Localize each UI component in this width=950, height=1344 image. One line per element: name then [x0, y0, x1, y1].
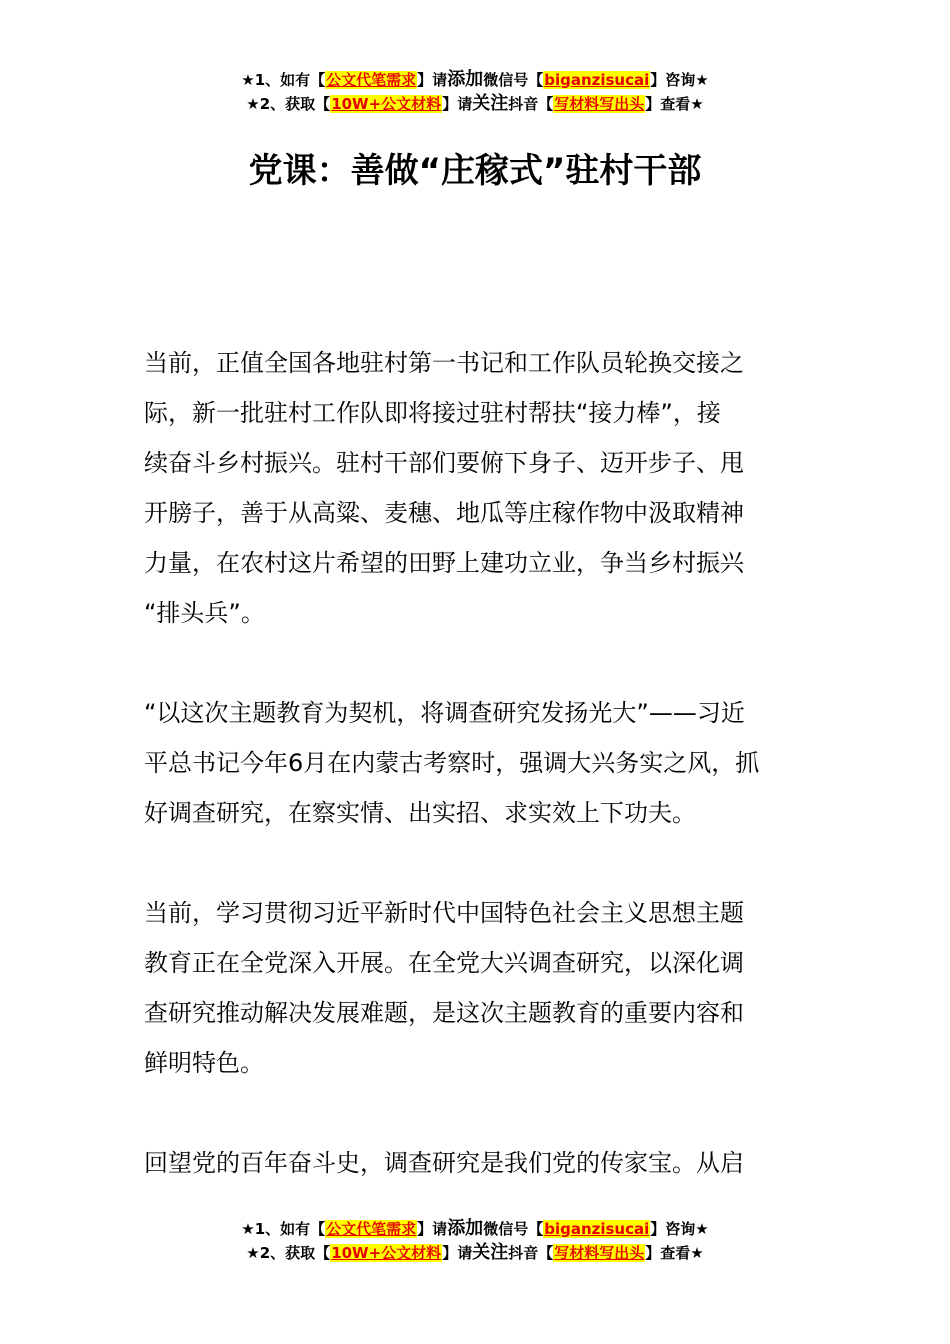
banner-text: 】咨询★ — [650, 71, 709, 89]
banner-highlight: 10W+公文材料 — [331, 95, 442, 113]
banner-line-1 — [0, 1217, 950, 1241]
text-line: 续奋斗乡村振兴。驻村干部们要俯下身子、迈开步子、甩 — [144, 449, 744, 477]
text-line: 鲜明特色。 — [144, 1049, 264, 1077]
banner-wechat-id: biganzisucai — [544, 1220, 650, 1238]
banner-text: 】查看★ — [645, 1244, 704, 1262]
banner-highlight: 公文代笔需求 — [326, 1220, 417, 1238]
text-line: 当前，学习贯彻习近平新时代中国特色社会主义思想主题 — [144, 899, 744, 927]
banner-line-2 — [0, 92, 950, 116]
paragraph — [144, 338, 808, 638]
banner-text: 】咨询★ — [650, 1220, 709, 1238]
header-banner — [0, 68, 950, 116]
text-line: 际，新一批驻村工作队即将接过驻村帮扶“接力棒”，接 — [144, 399, 721, 427]
banner-text: 】请 — [442, 95, 473, 113]
banner-text: 】请 — [417, 1220, 448, 1238]
paragraph — [144, 888, 808, 1088]
text-line: 当前，正值全国各地驻村第一书记和工作队员轮换交接之 — [144, 349, 744, 377]
text-line: “以这次主题教育为契机，将调查研究发扬光大”——习近 — [144, 699, 745, 727]
banner-text: 抖音【 — [508, 95, 554, 113]
banner-highlight: 公文代笔需求 — [326, 71, 417, 89]
banner-line-2 — [0, 1241, 950, 1265]
banner-text: ★1、如有【 — [241, 71, 326, 89]
banner-text: 】请 — [417, 71, 448, 89]
banner-wechat-id: biganzisucai — [544, 71, 650, 89]
text-line: 教育正在全党深入开展。在全党大兴调查研究，以深化调 — [144, 949, 744, 977]
text-line: 查研究推动解决发展难题，是这次主题教育的重要内容和 — [144, 999, 744, 1027]
banner-text: 微信号【 — [483, 71, 544, 89]
text-line: 力量，在农村这片希望的田野上建功立业，争当乡村振兴 — [144, 549, 744, 577]
banner-text: 】查看★ — [645, 95, 704, 113]
banner-text: ★2、获取【 — [246, 95, 331, 113]
banner-text: 关注 — [472, 93, 509, 114]
banner-text: ★1、如有【 — [241, 1220, 326, 1238]
paragraph — [144, 688, 808, 838]
banner-text: 】请 — [442, 1244, 473, 1262]
banner-text: 关注 — [472, 1242, 509, 1263]
banner-line-1 — [0, 68, 950, 92]
banner-text: 添加 — [447, 69, 484, 90]
document-title: 党课：善做“庄稼式”驻村干部 — [248, 151, 702, 191]
text-line: 好调查研究，在察实情、出实招、求实效上下功夫。 — [144, 799, 696, 827]
banner-text: 添加 — [447, 1218, 484, 1239]
text-line: 回望党的百年奋斗史，调查研究是我们党的传家宝。从启 — [144, 1149, 744, 1177]
text-line: 开膀子，善于从高粱、麦穗、地瓜等庄稼作物中汲取精神 — [144, 499, 744, 527]
banner-douyin-id: 写材料写出头 — [554, 95, 645, 113]
document-body — [144, 338, 808, 1238]
banner-text: 微信号【 — [483, 1220, 544, 1238]
paragraph — [144, 1138, 808, 1188]
banner-text: ★2、获取【 — [246, 1244, 331, 1262]
text-line: 平总书记今年6月在内蒙古考察时，强调大兴务实之风，抓 — [144, 749, 760, 777]
banner-text: 抖音【 — [508, 1244, 554, 1262]
footer-banner — [0, 1217, 950, 1265]
banner-douyin-id: 写材料写出头 — [554, 1244, 645, 1262]
text-line: “排头兵”。 — [144, 599, 265, 627]
banner-highlight: 10W+公文材料 — [331, 1244, 442, 1262]
